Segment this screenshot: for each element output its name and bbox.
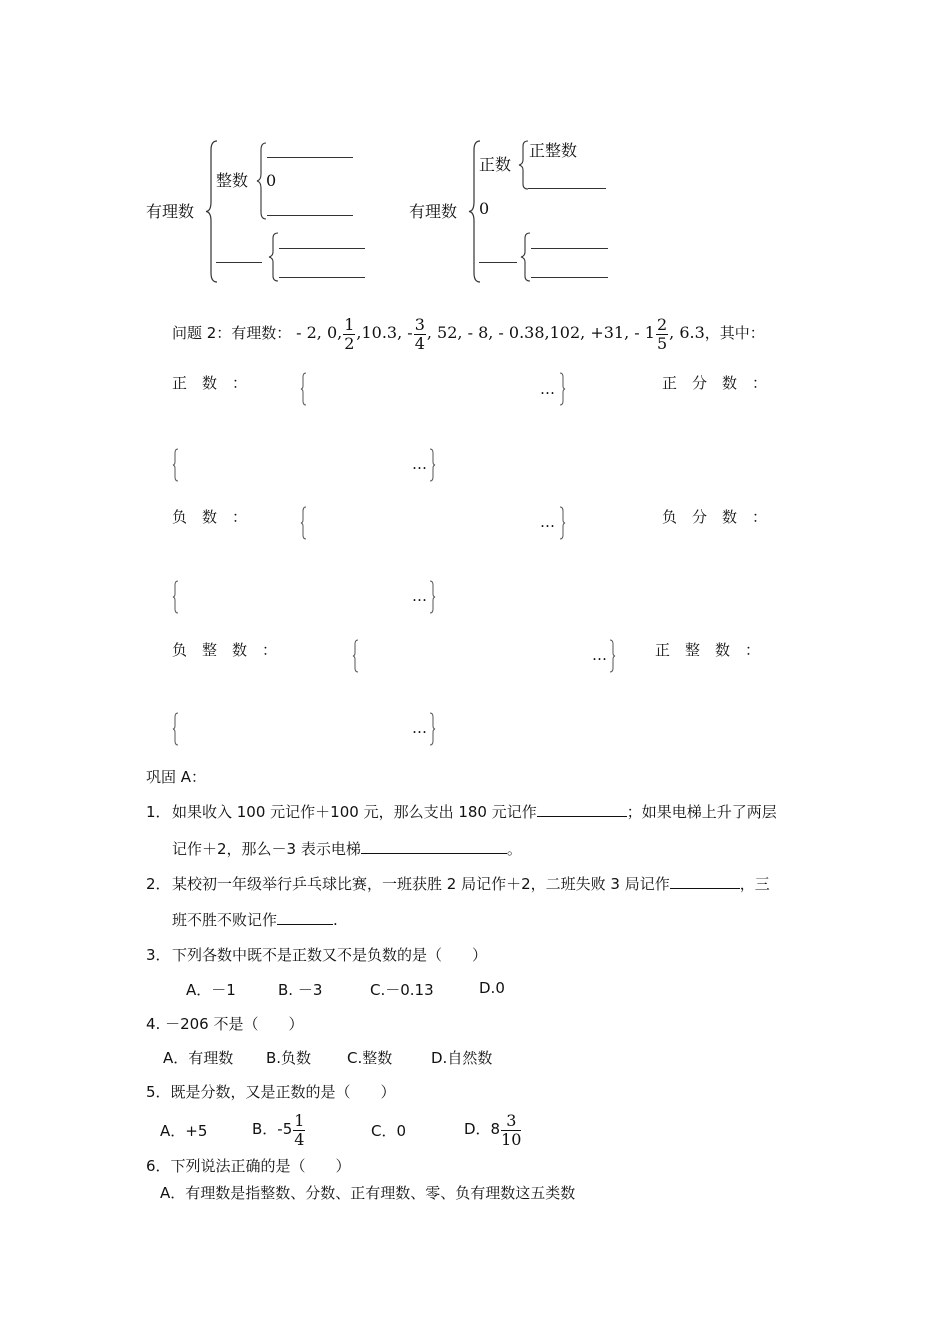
- q1-text-d: 。: [506, 840, 522, 858]
- diagram1-root-label: 有理数: [146, 202, 195, 221]
- q5-option-b-text: B．-5: [252, 1120, 293, 1138]
- diagram2-zero: 0: [479, 199, 490, 218]
- diagram2-positive-integer-label: 正整数: [529, 141, 578, 160]
- set-close-brace: [558, 506, 566, 540]
- q3-option-a[interactable]: A．－1: [186, 981, 236, 999]
- diagram1-blank-fraction: [216, 262, 262, 263]
- set-open-brace: [172, 448, 180, 482]
- diagram2-blank-positive-fraction: [528, 188, 606, 189]
- diagram2-root-label: 有理数: [409, 202, 458, 221]
- fraction-numerator: 1: [294, 1110, 305, 1130]
- diagram1-zero: 0: [266, 171, 277, 190]
- problem2-suffix: ，其中：: [704, 324, 765, 342]
- set-ellipsis: …: [540, 513, 555, 531]
- set-close-brace: [428, 712, 436, 746]
- problem2-numbers-4: , 6.3: [669, 323, 705, 342]
- set-open-brace: [172, 580, 180, 614]
- q1-text-c: 记作＋2，那么－3 表示电梯: [172, 840, 361, 858]
- diagram1-blank-negative-integer: [267, 215, 353, 216]
- q6-text: 6．下列说法正确的是（ ）: [146, 1157, 351, 1175]
- q3-text: 下列各数中既不是正数又不是负数的是（ ）: [172, 946, 488, 964]
- fraction-denominator: 2: [344, 333, 355, 353]
- set-open-brace: [300, 372, 308, 406]
- q3-option-c[interactable]: C.－0.13: [370, 981, 434, 999]
- q6-option-a[interactable]: A．有理数是指整数、分数、正有理数、零、负有理数这五类数: [160, 1184, 576, 1202]
- q1-number: 1．: [146, 803, 171, 821]
- set-ellipsis: …: [592, 646, 607, 664]
- fraction-denominator: 10: [501, 1129, 522, 1149]
- q2-answer-blank-1[interactable]: [670, 874, 740, 889]
- diagram2-blank-negative: [479, 262, 517, 263]
- diagram2-negative-brace: [520, 232, 532, 282]
- q2-number: 2．: [146, 875, 171, 893]
- set-open-brace: [300, 506, 308, 540]
- set-close-brace: [428, 448, 436, 482]
- q3-option-b[interactable]: B. －3: [278, 981, 323, 999]
- q1-text-b: ；如果电梯上升了两层: [626, 803, 777, 821]
- fraction-numerator: 3: [501, 1113, 521, 1131]
- fraction-denominator: 4: [294, 1129, 305, 1149]
- q3-option-d[interactable]: D.0: [479, 979, 505, 997]
- set-ellipsis: …: [412, 587, 427, 605]
- q4-text: 4. －206 不是（ ）: [146, 1015, 304, 1033]
- q1-line1: [172, 801, 777, 822]
- q4-option-a[interactable]: A．有理数: [163, 1049, 234, 1067]
- q5-text: 5．既是分数，又是正数的是（ ）: [146, 1083, 396, 1101]
- q1-line2: [172, 838, 522, 859]
- q2-line1: [172, 873, 770, 894]
- fraction-denominator: 5: [656, 333, 668, 353]
- q1-text-a: 如果收入 100 元记作＋100 元，那么支出 180 元记作: [172, 803, 537, 821]
- diagram1-blank-positive-integer: [267, 157, 353, 158]
- problem2-numbers-1: - 2, 0,: [296, 323, 343, 342]
- q5-option-d-fraction: [501, 1110, 522, 1149]
- problem2-numbers-2: ,10.3, -: [356, 323, 413, 342]
- section-title: 巩固 A：: [146, 768, 207, 786]
- set-close-brace: [608, 639, 616, 673]
- q2-text-c: 班不胜不败记作: [172, 911, 278, 929]
- fraction-numerator: 2: [656, 314, 668, 334]
- q2-text-d: .: [333, 911, 338, 929]
- q5-option-d-text: D．8: [464, 1120, 501, 1138]
- problem2-numbers-3: , 52, - 8, - 0.38,102, +31, - 1: [426, 323, 655, 342]
- q5-option-b[interactable]: [252, 1106, 306, 1152]
- set-ellipsis: …: [540, 380, 555, 398]
- q5-option-d[interactable]: [464, 1106, 522, 1152]
- diagram1-blank-negative-fraction: [279, 277, 365, 278]
- q2-answer-blank-2[interactable]: [277, 910, 333, 925]
- set-ellipsis: …: [412, 719, 427, 737]
- q1-answer-blank-2[interactable]: [361, 839, 507, 854]
- set-close-brace: [428, 580, 436, 614]
- label-positive-fraction: 正 分 数 ：: [662, 374, 768, 392]
- q2-line2: [172, 909, 338, 930]
- label-negative: 负 数 ：: [172, 508, 248, 526]
- fraction-denominator: 4: [414, 333, 425, 353]
- q5-option-c[interactable]: C．0: [371, 1122, 407, 1140]
- problem2-fraction-1: [343, 314, 355, 353]
- q3-number: 3．: [146, 946, 171, 964]
- diagram1-integer-label: 整数: [216, 171, 249, 190]
- diagram1-blank-positive-fraction: [279, 248, 365, 249]
- problem2-fraction-3: [656, 314, 668, 353]
- q4-option-b[interactable]: B.负数: [266, 1049, 312, 1067]
- q2-text-b: ，三: [739, 875, 770, 893]
- q4-option-d[interactable]: D.自然数: [431, 1049, 493, 1067]
- set-ellipsis: …: [412, 455, 427, 473]
- fraction-numerator: 3: [414, 314, 425, 334]
- label-positive: 正 数 ：: [172, 374, 248, 392]
- diagram1-fraction-brace: [268, 232, 280, 282]
- q4-option-c[interactable]: C.整数: [347, 1049, 393, 1067]
- problem2-fraction-2: [414, 314, 426, 353]
- label-positive-integer: 正 整 数 ：: [655, 641, 761, 659]
- diagram2-positive-label: 正数: [479, 155, 512, 174]
- set-open-brace: [172, 712, 180, 746]
- q1-answer-blank-1[interactable]: [537, 802, 627, 817]
- set-open-brace: [352, 639, 360, 673]
- q5-option-a[interactable]: A．+5: [160, 1122, 208, 1140]
- q5-option-b-fraction: [293, 1110, 305, 1149]
- set-close-brace: [558, 372, 566, 406]
- diagram2-blank-negative-integer: [531, 248, 608, 249]
- label-negative-integer: 负 整 数 ：: [172, 641, 278, 659]
- fraction-numerator: 1: [344, 314, 355, 334]
- problem2-prefix: 问题 2：有理数：: [172, 324, 292, 342]
- q2-text-a: 某校初一年级举行乒乓球比赛，一班获胜 2 局记作＋2，二班失败 3 局记作: [172, 875, 670, 893]
- problem2-statement: [172, 310, 765, 356]
- diagram2-blank-negative-fraction: [531, 277, 608, 278]
- label-negative-fraction: 负 分 数 ：: [662, 508, 768, 526]
